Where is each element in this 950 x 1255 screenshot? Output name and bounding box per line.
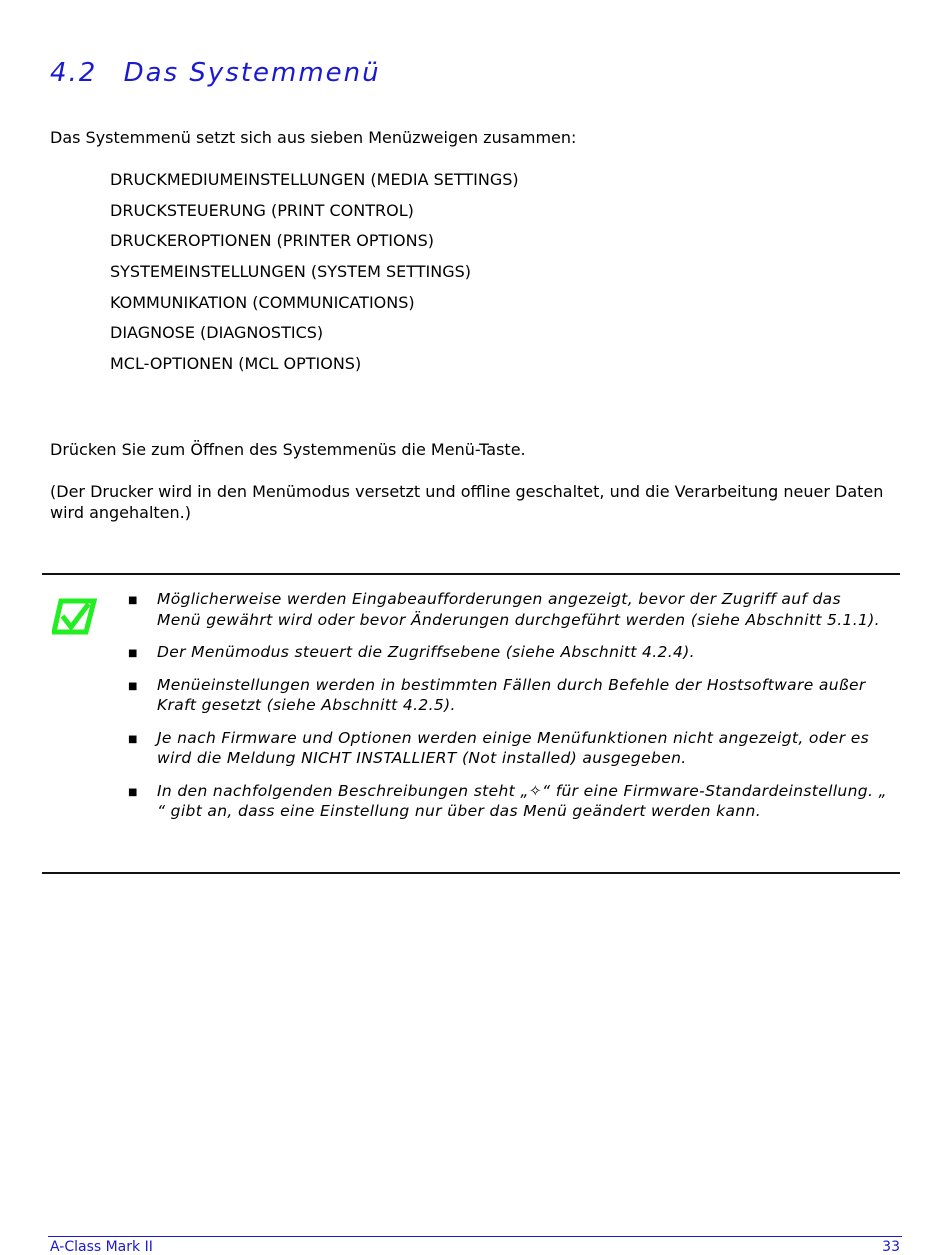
- note-item-text: Je nach Firmware und Optionen werden einige Menüfunktionen nicht angezeigt, oder es wird die Meldung NICHT INSTALLIERT (Not installed) ausgegeben.: [157, 728, 870, 767]
- bullet-icon: ■: [128, 648, 138, 659]
- note-item-text: Der Menümodus steuert die Zugriffsebene (siehe Abschnitt 4.2.4).: [157, 643, 695, 661]
- green-checkbox-icon: [52, 598, 98, 636]
- paragraph-open-menu: Drücken Sie zum Öffnen des Systemmenüs die Menü-Taste.: [50, 440, 526, 459]
- menu-branch-item: MCL-OPTIONEN (MCL OPTIONS): [110, 354, 362, 374]
- footer-page-number: 33: [882, 1239, 900, 1255]
- note-list: [128, 589, 888, 834]
- menu-branch-list: [110, 169, 519, 384]
- menu-branch-item: KOMMUNIKATION (COMMUNICATIONS): [110, 292, 415, 312]
- section-title: Das Systemmenü: [123, 58, 381, 88]
- section-heading: [50, 58, 381, 88]
- note-item: [128, 589, 888, 630]
- footer-product-name: A-Class Mark II: [50, 1239, 153, 1255]
- note-top-divider: [42, 573, 900, 575]
- menu-branch-item: SYSTEMEINSTELLUNGEN (SYSTEM SETTINGS): [110, 262, 471, 282]
- note-item-text: Menüeinstellungen werden in bestimmten Fällen durch Befehle der Hostsoftware außer Kraft gesetzt (siehe Abschnitt 4.2.5).: [157, 675, 866, 714]
- note-item: [128, 675, 888, 716]
- note-bottom-divider: [42, 872, 900, 874]
- menu-branch-item: DRUCKMEDIUMEINSTELLUNGEN (MEDIA SETTINGS): [110, 170, 519, 189]
- menu-branch-item: DIAGNOSE (DIAGNOSTICS): [110, 323, 324, 343]
- bullet-icon: ■: [128, 733, 138, 745]
- note-item-text: Möglicherweise werden Eingabeaufforderungen angezeigt, bevor der Zugriff auf das Menü gewährt wird oder bevor Änderungen durchgeführt werden (siehe Abschnitt 5.1.1).: [157, 590, 880, 629]
- paragraph-offline-note: (Der Drucker wird in den Menümodus versetzt und offline geschaltet, und die Verarbeitung neuer Daten wird angehalten.): [50, 482, 884, 522]
- menu-branch-item: DRUCKEROPTIONEN (PRINTER OPTIONS): [110, 231, 434, 251]
- bullet-icon: ■: [128, 786, 138, 798]
- section-number: 4.2: [50, 58, 98, 88]
- note-item: [128, 781, 888, 822]
- bullet-icon: ■: [128, 595, 138, 606]
- note-item-text: In den nachfolgenden Beschreibungen steht „✧“ für eine Firmware-Standardeinstellung. „ “ gibt an, dass eine Einstellung nur über das Menü geändert werden kann.: [157, 781, 887, 820]
- note-item: [128, 642, 888, 663]
- note-item: [128, 728, 888, 769]
- footer-divider: [48, 1236, 902, 1237]
- menu-branch-item: DRUCKSTEUERUNG (PRINT CONTROL): [110, 200, 414, 220]
- intro-text: Das Systemmenü setzt sich aus sieben Menüzweigen zusammen:: [50, 128, 577, 147]
- bullet-icon: ■: [128, 680, 138, 692]
